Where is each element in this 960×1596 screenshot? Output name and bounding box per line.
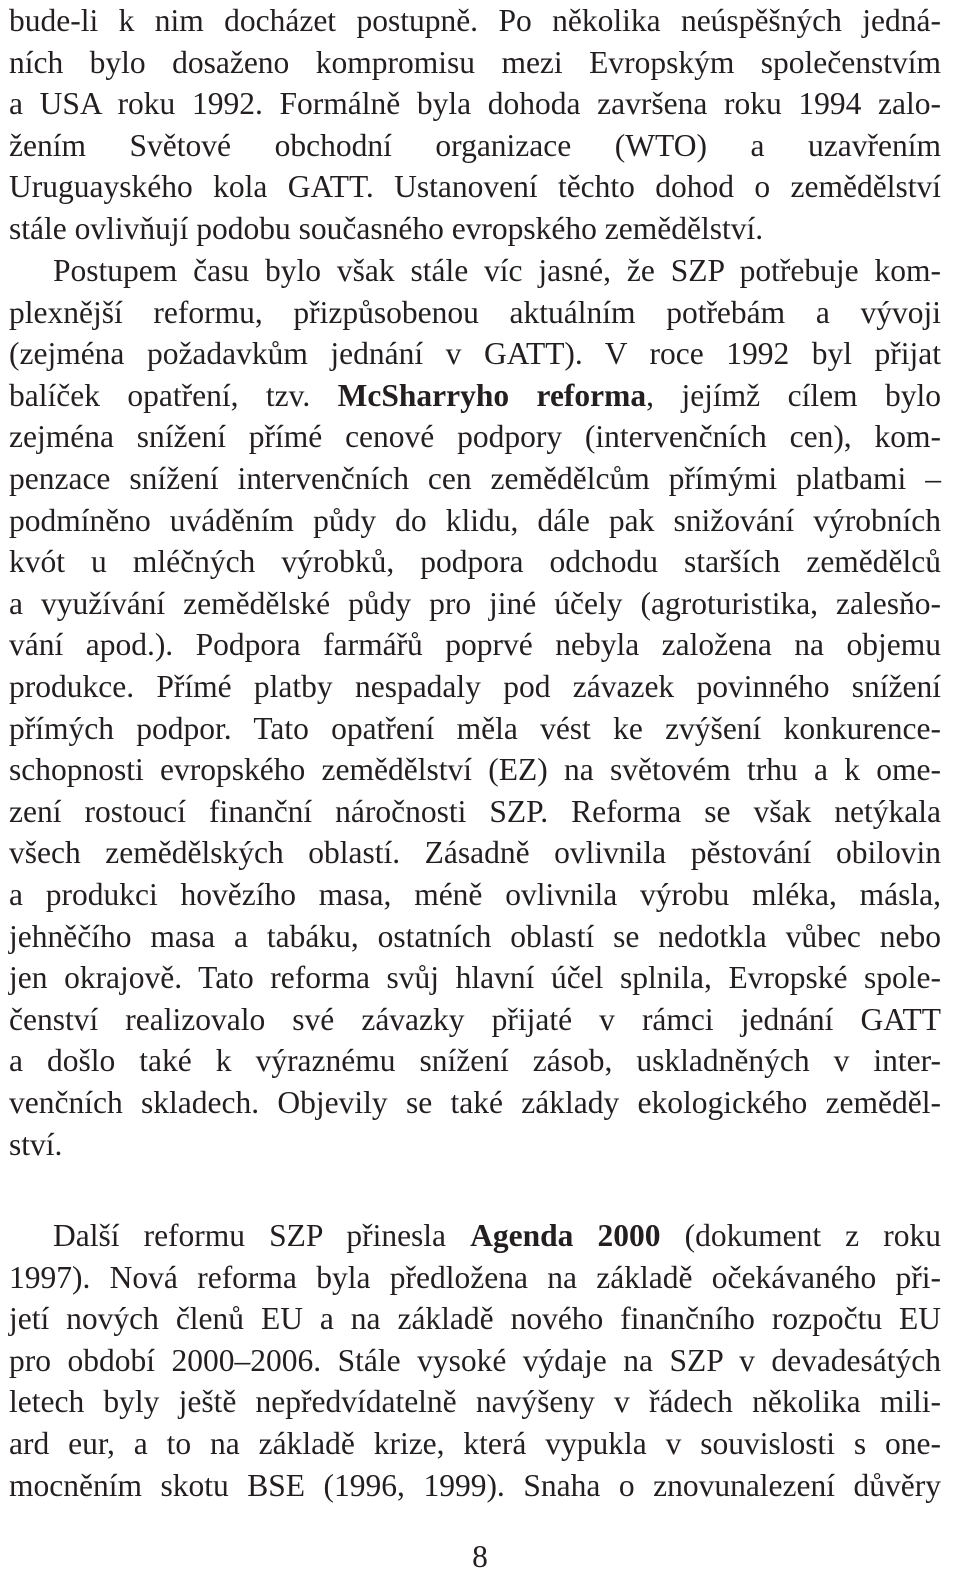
text-line <box>9 500 941 542</box>
text-span: produkce. Přímé platby nespadaly pod závazek povinného snížení <box>9 669 941 704</box>
text-span: venčních skladech. Objevily se také základy ekologického zeměděl- <box>9 1085 941 1120</box>
text-span: ard eur, a to na základě krize, která vypukla v souvislosti s one- <box>9 1426 941 1461</box>
text-line <box>9 749 941 791</box>
text-line <box>9 166 941 208</box>
text-span: letech byly ještě nepředvídatelně navýšeny v řádech několika mili- <box>9 1384 941 1420</box>
bold-term: McSharryho reforma <box>337 377 647 413</box>
text-span: mocněním skotu BSE (1996, 1999). Snaha o znovunalezení důvěry <box>9 1467 941 1503</box>
text-span: podmíněno uváděním půdy do klidu, dále pak snižování výrobních <box>9 502 941 538</box>
text-span: bude-li k nim docházet postupně. Po několika neúspěšných jedná- <box>9 3 941 38</box>
text-span: a využívání zemědělské půdy pro jiné účely (agroturistika, zalesňo- <box>9 585 941 621</box>
text-line <box>9 916 941 958</box>
text-line <box>9 957 941 999</box>
text-line <box>9 1040 941 1082</box>
text-span: 1997). Nová reforma byla předložena na základě očekávaného při- <box>9 1259 941 1295</box>
text-line <box>9 583 941 625</box>
text-span: schopnosti evropského zemědělství (EZ) na světovém trhu a k ome- <box>9 752 941 788</box>
text-span: Uruguayského kola GATT. Ustanovení těchto dohod o zemědělství <box>9 169 941 205</box>
text-line <box>9 666 941 708</box>
text-line <box>9 1257 941 1299</box>
text-line <box>9 1124 941 1166</box>
text-line <box>9 208 941 250</box>
page-number: 8 <box>472 1539 488 1574</box>
text-span: jehněčího masa a tabáku, ostatních oblastí se nedotkla vůbec nebo <box>9 918 941 954</box>
bold-term: Agenda 2000 <box>470 1218 661 1253</box>
text-line <box>9 874 941 916</box>
text-line <box>9 125 941 167</box>
text-span: (dokument z roku <box>660 1218 941 1253</box>
text-span: penzace snížení intervenčních cen zemědělcům přímými platbami – <box>9 461 941 496</box>
text-span: (zejména požadavkům jednání v GATT). V roce 1992 byl přijat <box>9 336 941 372</box>
text-span: Další reformu SZP přinesla <box>53 1218 471 1253</box>
text-span: a došlo také k výraznému snížení zásob, uskladněných v inter- <box>9 1043 941 1079</box>
text-span: ních bylo dosaženo kompromisu mezi Evropským společenstvím <box>9 44 941 80</box>
text-line <box>9 999 941 1041</box>
text-span: jetí nových členů EU a na základě nového finančního rozpočtu EU <box>9 1301 941 1337</box>
text-span: žením Světové obchodní organizace (WTO) a uzavřením <box>9 127 941 163</box>
text-span: přímých podpor. Tato opatření měla vést ke zvýšení konkurence- <box>9 710 941 746</box>
text-line <box>9 791 941 833</box>
text-line <box>9 1381 941 1423</box>
text-span: plexnější reformu, přizpůsobenou aktuálním potřebám a vývoji <box>9 294 941 330</box>
text-line <box>9 375 941 417</box>
text-span: čenství realizovalo své závazky přijaté v rámci jednání GATT <box>9 1001 941 1037</box>
text-line <box>9 0 941 42</box>
text-span: zejména snížení přímé cenové podpory (intervenčních cen), kom- <box>9 419 941 455</box>
text-span: balíček opatření, tzv. <box>9 377 338 413</box>
text-span: ství. <box>9 1126 63 1162</box>
text-line <box>53 250 941 292</box>
text-line <box>9 1340 941 1382</box>
text-line <box>9 292 941 334</box>
text-span: stále ovlivňují podobu současného evropského zemědělství. <box>9 211 764 246</box>
text-line <box>9 83 941 125</box>
text-line <box>9 333 941 375</box>
text-line <box>9 1082 941 1124</box>
text-line <box>9 42 941 84</box>
text-span: kvót u mléčných výrobků, podpora odchodu starších zemědělců <box>9 544 941 580</box>
text-line <box>9 416 941 458</box>
text-span: , jejímž cílem bylo <box>646 377 941 413</box>
text-line <box>9 458 941 500</box>
text-span: a USA roku 1992. Formálně byla dohoda završena roku 1994 zalo- <box>9 86 941 122</box>
text-line <box>9 1423 941 1465</box>
text-span: zení rostoucí finanční náročnosti SZP. Reforma se však netýkala <box>9 793 941 829</box>
text-line <box>9 624 941 666</box>
text-line <box>9 832 941 874</box>
text-span: jen okrajově. Tato reforma svůj hlavní účel splnila, Evropské spole- <box>9 960 941 996</box>
text-line <box>9 541 941 583</box>
text-span: všech zemědělských oblastí. Zásadně ovlivnila pěstování obilovin <box>9 835 941 871</box>
text-span: pro období 2000–2006. Stále vysoké výdaje na SZP v devadesátých <box>9 1342 941 1378</box>
text-line <box>53 1215 941 1257</box>
text-line <box>9 708 941 750</box>
text-span: Postupem času bylo však stále víc jasné, že SZP potřebuje kom- <box>53 253 941 288</box>
text-line <box>9 1298 941 1340</box>
text-line <box>9 1465 941 1507</box>
text-span: vání apod.). Podpora farmářů poprvé nebyla založena na objemu <box>9 627 941 663</box>
text-span: a produkci hovězího masa, méně ovlivnila výrobu mléka, másla, <box>9 877 941 912</box>
